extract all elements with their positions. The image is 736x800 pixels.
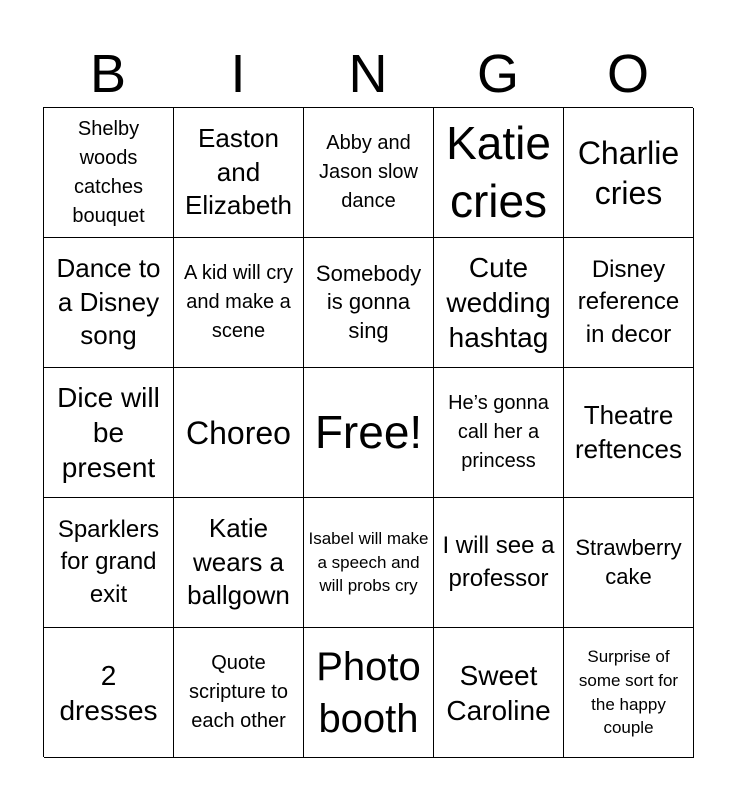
bingo-cell[interactable] xyxy=(174,498,304,628)
bingo-cell[interactable] xyxy=(434,238,564,368)
bingo-cell[interactable] xyxy=(434,628,564,758)
cell-text: Photo booth xyxy=(316,644,421,741)
bingo-cell[interactable] xyxy=(564,368,694,498)
cell-text: Choreo xyxy=(186,414,291,451)
bingo-cell[interactable] xyxy=(304,108,434,238)
cell-text: Dice will be present xyxy=(57,382,160,483)
cell-text: Theatre reftences xyxy=(575,399,682,464)
free-space: Free! xyxy=(314,405,423,458)
bingo-cell[interactable] xyxy=(304,628,434,758)
cell-text: Isabel will make a speech and will probs cry xyxy=(308,528,429,596)
bingo-cell[interactable] xyxy=(564,628,694,758)
bingo-cell[interactable] xyxy=(434,498,564,628)
bingo-cell[interactable] xyxy=(44,628,174,758)
cell-text: He’s gonna call her a princess xyxy=(448,392,549,472)
cell-text: Sparklers for grand exit xyxy=(57,515,160,608)
cell-text: Abby and Jason slow dance xyxy=(319,132,418,212)
bingo-cell[interactable] xyxy=(174,238,304,368)
bingo-cell[interactable] xyxy=(44,238,174,368)
bingo-cell[interactable] xyxy=(434,368,564,498)
cell-text: I will see a professor xyxy=(442,532,555,592)
bingo-board xyxy=(43,107,693,757)
cell-text: A kid will cry and make a scene xyxy=(184,262,293,342)
bingo-cell[interactable] xyxy=(304,498,434,628)
bingo-cell[interactable] xyxy=(304,368,434,498)
cell-text: Easton and Elizabeth xyxy=(185,122,292,221)
bingo-header xyxy=(43,40,693,108)
bingo-cell[interactable] xyxy=(434,108,564,238)
cell-text: Katie wears a ballgown xyxy=(187,512,290,611)
header-letter-i: I xyxy=(230,44,246,104)
bingo-cell[interactable] xyxy=(174,368,304,498)
cell-text: Surprise of some sort for the happy couple xyxy=(578,646,679,738)
cell-text: Sweet Caroline xyxy=(446,659,551,726)
cell-text: 2 dresses xyxy=(59,659,158,726)
cell-text: Charlie cries xyxy=(577,134,680,211)
bingo-cell[interactable] xyxy=(174,628,304,758)
bingo-cell[interactable] xyxy=(564,498,694,628)
bingo-cell[interactable] xyxy=(44,498,174,628)
header-letter-o: O xyxy=(606,44,649,104)
bingo-cell[interactable] xyxy=(564,108,694,238)
bingo-cell[interactable] xyxy=(304,238,434,368)
cell-text: Cute wedding hashtag xyxy=(446,252,551,353)
cell-text: Dance to a Disney song xyxy=(56,252,161,351)
header-letter-n: N xyxy=(348,44,388,104)
bingo-cell[interactable] xyxy=(44,368,174,498)
header-letter-b: B xyxy=(89,44,127,104)
bingo-cell[interactable] xyxy=(174,108,304,238)
cell-text: Strawberry cake xyxy=(575,534,682,589)
cell-text: Katie cries xyxy=(446,117,551,227)
header-letter-g: G xyxy=(476,44,519,104)
bingo-cell[interactable] xyxy=(564,238,694,368)
cell-text: Shelby woods catches bouquet xyxy=(72,117,145,227)
bingo-cell[interactable] xyxy=(44,108,174,238)
cell-text: Somebody is gonna sing xyxy=(315,260,422,343)
cell-text: Quote scripture to each other xyxy=(189,652,288,732)
cell-text: Disney reference in decor xyxy=(577,255,680,348)
